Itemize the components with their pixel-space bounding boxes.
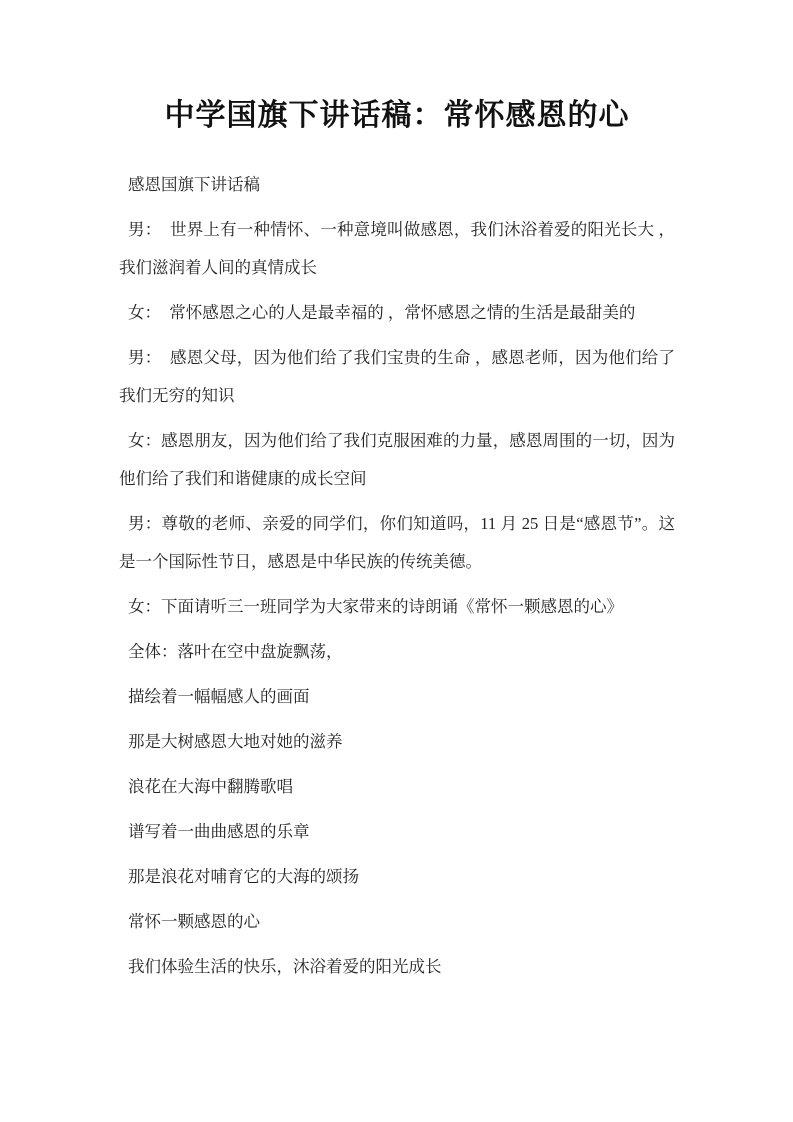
paragraph: 那是大树感恩大地对她的滋养 xyxy=(128,732,343,751)
paragraph: 女： 常怀感恩之心的人是最幸福的 ，常怀感恩之情的生活是最甜美的 xyxy=(128,303,636,322)
paragraph: 谱写着一曲曲感恩的乐章 xyxy=(128,822,310,841)
paragraph: 那是浪花对哺育它的大海的颂扬 xyxy=(128,867,359,886)
paragraph: 男： 世界上有一种情怀、一种意境叫做感恩，我们沐浴着爱的阳光长大 ，我们滋润着人间的真情成长 xyxy=(119,220,675,277)
paragraph: 浪花在大海中翻腾歌唱 xyxy=(128,777,293,796)
paragraph: 全体：落叶在空中盘旋飘荡， xyxy=(128,642,343,661)
document-body xyxy=(119,166,675,986)
paragraph: 描绘着一幅幅感人的画面 xyxy=(128,687,310,706)
page-title: 中学国旗下讲话稿：常怀感恩的心 xyxy=(164,99,630,132)
paragraph: 男： 感恩父母，因为他们给了我们宝贵的生命 ，感恩老师，因为他们给了我们无穷的知识 xyxy=(119,348,675,405)
paragraph: 女：下面请听三一班同学为大家带来的诗朗诵《常怀一颗感恩的心》 xyxy=(128,597,623,616)
paragraph: 我们体验生活的快乐，沐浴着爱的阳光成长 xyxy=(128,957,442,976)
paragraph: 感恩国旗下讲话稿 xyxy=(128,175,260,194)
paragraph: 女：感恩朋友，因为他们给了我们克服困难的力量，感恩周围的一切，因为他们给了我们和谐健康的成长空间 xyxy=(119,431,675,488)
paragraph: 男：尊敬的老师、亲爱的同学们，你们知道吗，11 月 25 日是“感恩节”。这是一个国际性节日，感恩是中华民族的传统美德。 xyxy=(119,514,675,571)
paragraph: 常怀一颗感恩的心 xyxy=(128,912,260,931)
